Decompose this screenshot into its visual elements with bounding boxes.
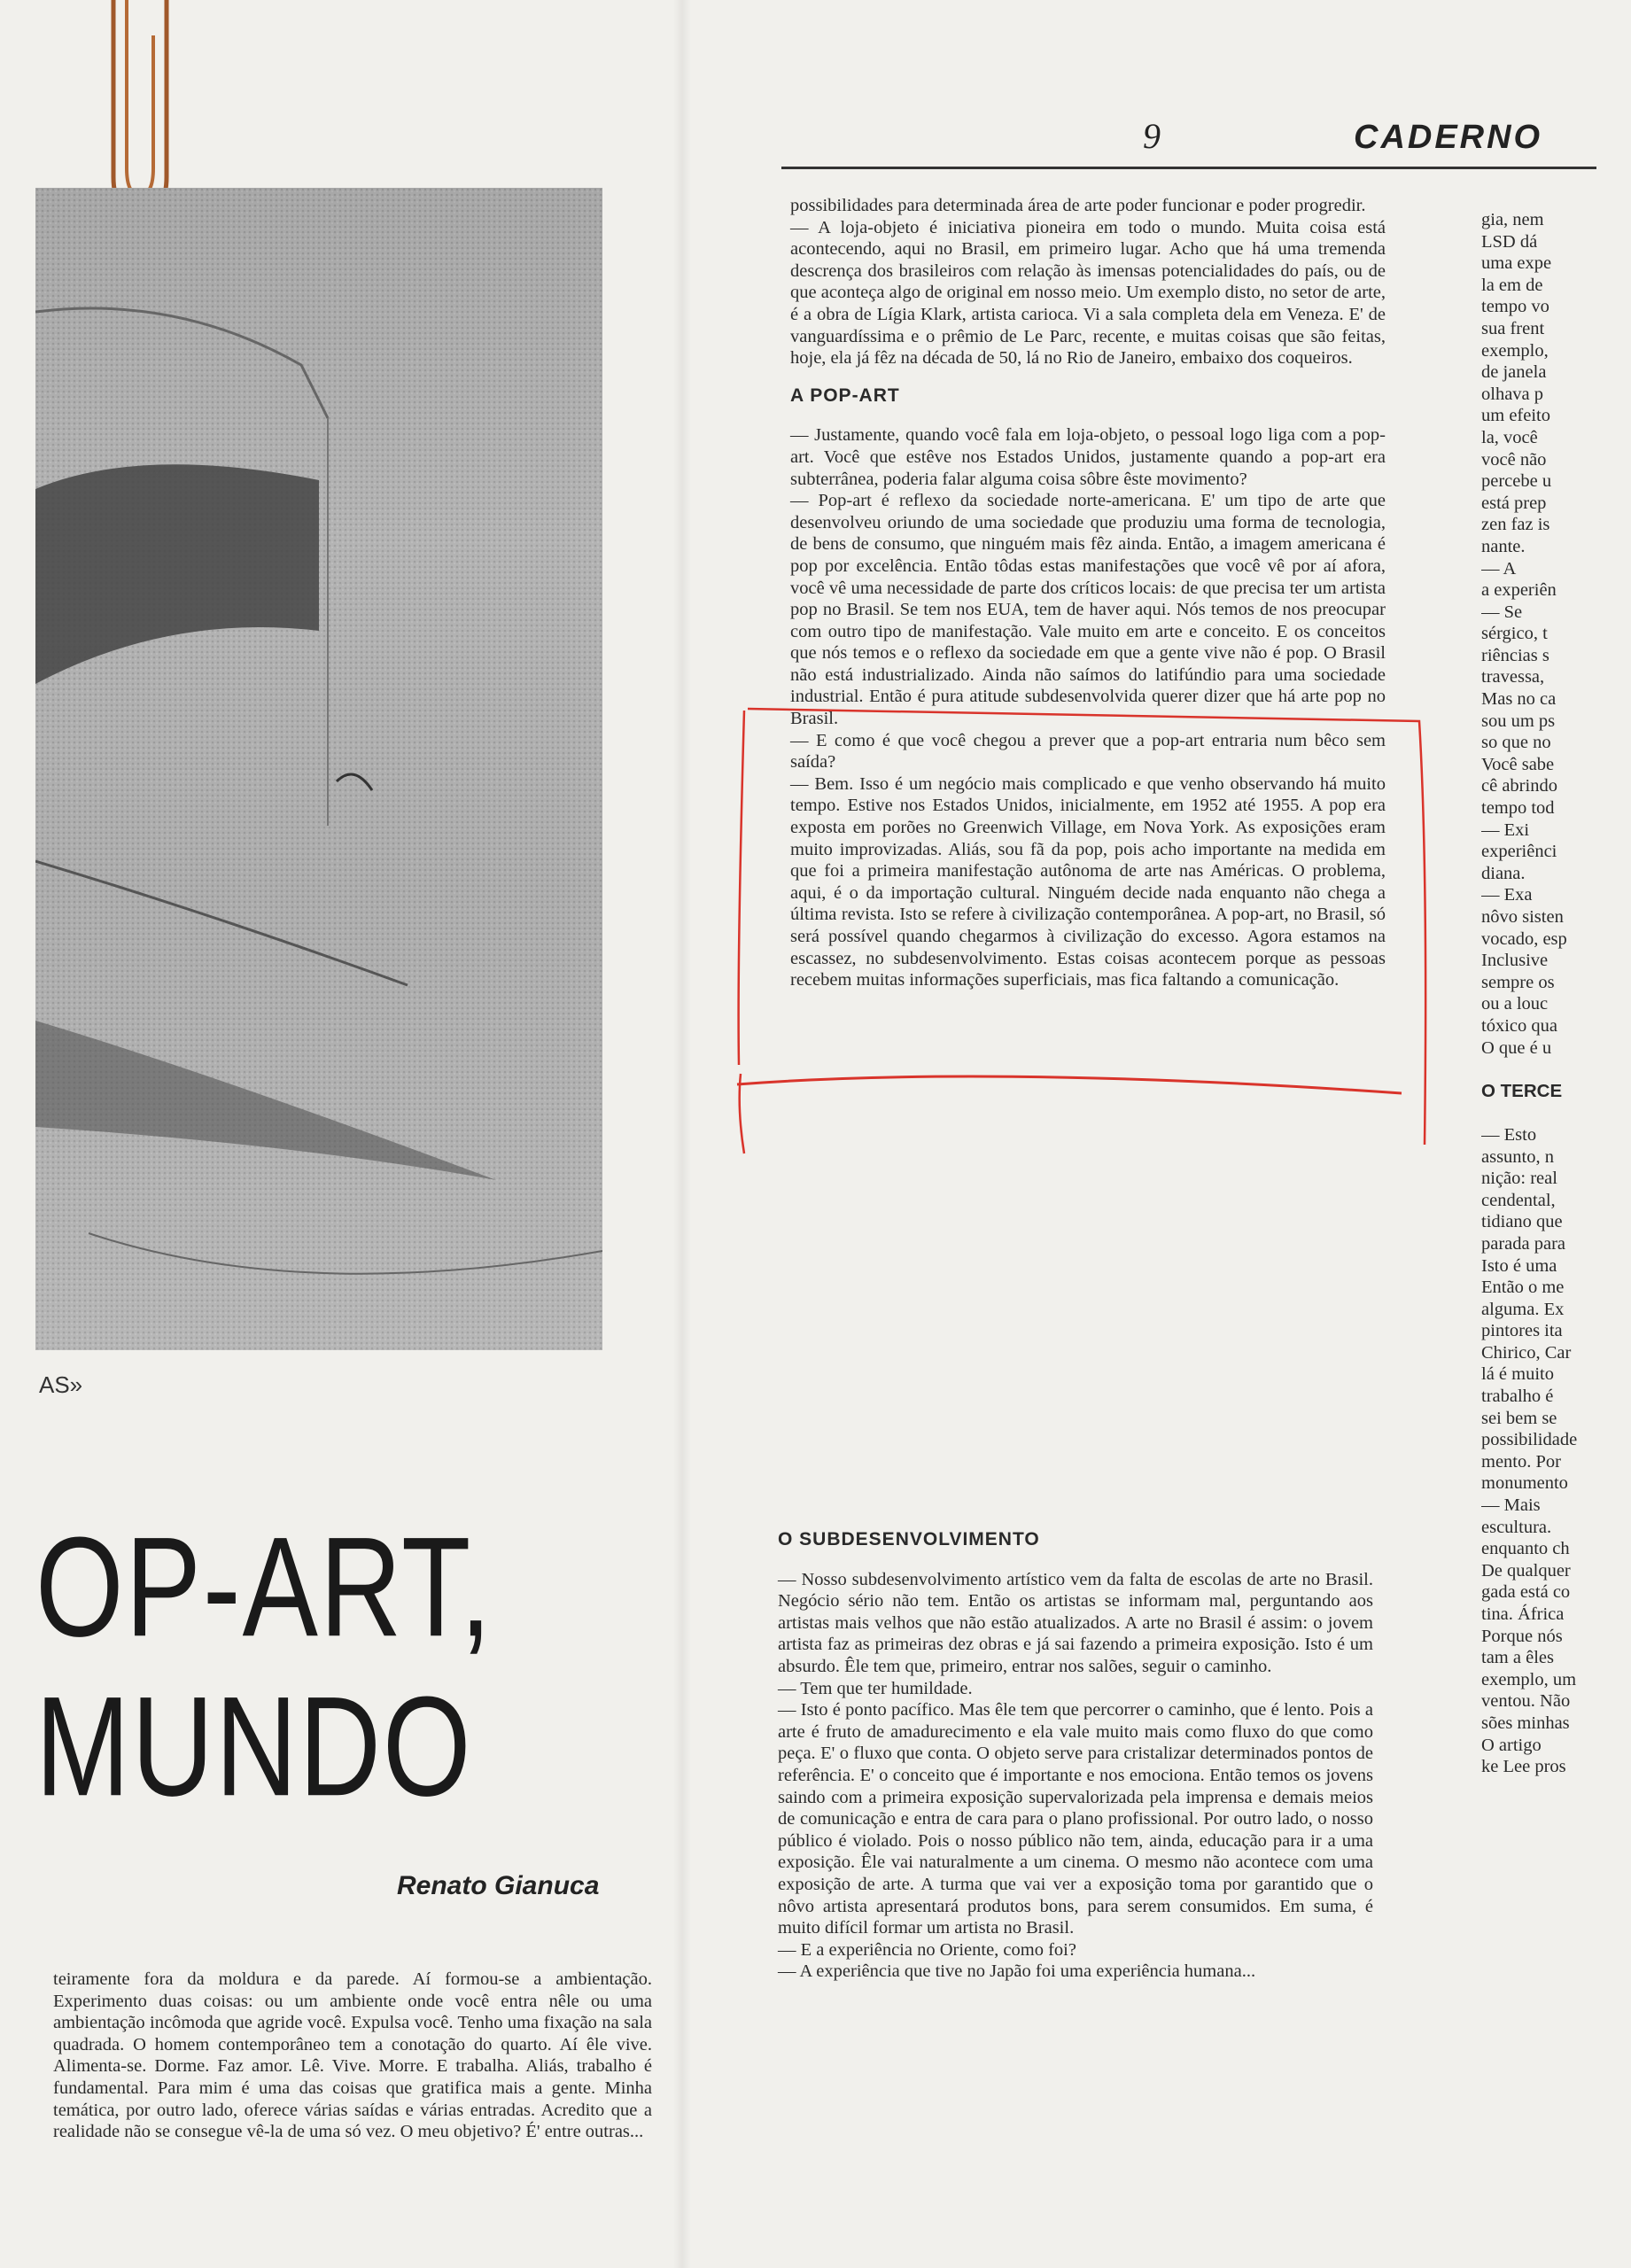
right-column-line: — Exi: [1481, 819, 1530, 840]
right-column-line: tempo tod: [1481, 798, 1555, 819]
right-column-line: percebe u: [1481, 471, 1552, 492]
right-column-line: Mas no ca: [1481, 689, 1557, 710]
right-column-line: sões minhas: [1481, 1713, 1570, 1733]
photo-caption: AS»: [39, 1371, 83, 1398]
section-heading: A POP-ART: [790, 384, 900, 406]
left-column-text: [53, 1969, 652, 2143]
right-column-line: sei bem se: [1481, 1408, 1557, 1428]
right-column-line: diana.: [1481, 863, 1526, 883]
right-column-line: tempo vo: [1481, 297, 1549, 317]
right-column-line: sérgico, t: [1481, 624, 1548, 644]
right-column-line: de janela: [1481, 362, 1547, 383]
right-column-line: trabalho é: [1481, 1386, 1554, 1407]
header-rule: [781, 167, 1596, 169]
paragraph: — Bem. Isso é um negócio mais complicado e que venho observando há muito tempo. Estive nos Estados Unidos, inicialmente, em 1952 até 1955. A pop era exposta em porões no Greenwich Village, em Nova York. As exposições eram muito improvizadas. Aliás, sou fã da pop, pois acho importante na medida em que foi a primeira manifestação autônoma de arte nas Américas. O problema, aqui, é o da importação cultural. Ninguém decide nada enquanto não chega a última revista. Isto se refere à civilização contemporânea. A pop-art, no Brasil, só será possível quando chegarmos à civilização do excesso. Agora estamos na escassez, no subdesenvolvimento. Estas coisas acontecem porque as pessoas recebem muitas informações superficiais, mas fica faltando a comunicação.: [790, 773, 1386, 990]
right-column-line: ventou. Não: [1481, 1691, 1571, 1712]
right-column-line: zen faz is: [1481, 515, 1550, 535]
paragraph: — Tem que ter humildade.: [778, 1678, 973, 1698]
right-column-fragment: [1481, 209, 1631, 1778]
right-column-line: assunto, n: [1481, 1146, 1554, 1167]
page-number: 9: [1143, 116, 1161, 156]
right-column-line: nante.: [1481, 536, 1526, 556]
right-column-line: pintores ita: [1481, 1321, 1563, 1341]
right-column-line: você não: [1481, 449, 1547, 470]
right-column-line: tidiano que: [1481, 1212, 1563, 1232]
right-column-line: a experiên: [1481, 580, 1557, 601]
right-column-line: Isto é uma: [1481, 1255, 1557, 1276]
right-column-line: escultura.: [1481, 1517, 1552, 1537]
right-column-line: sua frent: [1481, 318, 1545, 338]
right-column-line: tina. África: [1481, 1604, 1565, 1624]
artwork-photograph: [35, 188, 602, 1350]
page-fold: [673, 0, 691, 2268]
right-column-line: gia, nem: [1481, 210, 1544, 229]
right-column-line: so que no: [1481, 733, 1551, 753]
right-column-line: alguma. Ex: [1481, 1299, 1565, 1319]
right-column-line: Você sabe: [1481, 754, 1555, 774]
right-column-line: — Se: [1481, 602, 1523, 622]
paragraph: — Isto é ponto pacífico. Mas êle tem que percorrer o caminho, que é lento. Pois a arte é fruto de amadurecimento e ela vale muito mais como fluxo do que como peça. E' o fluxo que conta. O objeto serve para cristalizar determinados pontos de referência. E' o conceito que é importante e nos emociona. Então temos os jovens saindo com a primeira exposição supervalorizada pela imprensa e demais meios de comunicação e entra de cara para o plano profissional. Por outro lado, o nosso público é violado. Pois o nosso público não tem, ainda, educação para ir a uma exposição. Êle vai naturalmente a um cinema. O mesmo não acontece com uma exposição de arte. A turma que vai ver a exposição toma por garantido que o nôvo artista apresentará produtos bons, para serem consumidos. Em suma, é muito difícil formar um artista no Brasil.: [778, 1700, 1373, 1938]
right-column-line: nôvo sisten: [1481, 907, 1564, 927]
right-column-line: sempre os: [1481, 972, 1555, 992]
paragraph: — Justamente, quando você fala em loja-objeto, o pessoal logo liga com a pop-art. Você que estêve nos Estados Unidos, justamente quando a pop-art era subterrânea, poderia falar alguma coisa sôbre êste movimento?: [790, 425, 1386, 489]
right-column-line: riências s: [1481, 645, 1549, 665]
right-column-line: O TERCE: [1481, 1080, 1563, 1101]
paragraph: — E como é que você chegou a prever que a pop-art entraria num bêco sem saída?: [790, 730, 1386, 773]
right-column-line: cê abrindo: [1481, 776, 1557, 796]
right-column-line: ou a louc: [1481, 994, 1549, 1014]
right-column-line: exemplo, um: [1481, 1669, 1577, 1689]
right-column-line: possibilidade: [1481, 1430, 1578, 1450]
right-column-line: [1481, 1102, 1631, 1124]
paragraph: — Nosso subdesenvolvimento artístico vem da falta de escolas de arte no Brasil. Negócio sério não tem. Então os artistas se informam mal, perguntando aos artistas mais velhos que não estão atualizados. A arte no Brasil é assim: o jovem artista faz as primeiras dez obras e já sai fazendo a primeira exposição. Isto é um absurdo. Êle tem que, primeiro, entrar nos salões, seguir o caminho.: [778, 1569, 1373, 1676]
right-column-line: — A: [1481, 558, 1517, 579]
headline-line-1: OP-ART,: [35, 1508, 493, 1667]
red-annotation-box: [728, 693, 1437, 1207]
section-header: CADERNO: [1354, 119, 1543, 156]
right-column-line: Então o me: [1481, 1278, 1565, 1298]
right-column-line: Porque nós: [1481, 1626, 1563, 1646]
right-column-line: — Mais: [1481, 1495, 1541, 1516]
right-column-line: gada está co: [1481, 1582, 1571, 1603]
right-column-line: cendental,: [1481, 1190, 1556, 1210]
right-column-line: está prep: [1481, 493, 1547, 513]
right-column-line: [1481, 1059, 1631, 1081]
paragraph: possibilidades para determinada área de arte poder funcionar e poder progredir.: [790, 196, 1366, 215]
paragraph: — E a experiência no Oriente, como foi?: [778, 1939, 1076, 1960]
right-column-line: la em de: [1481, 275, 1543, 295]
paragraph: — A loja-objeto é iniciativa pioneira em todo o mundo. Muita coisa está acontecendo, aqui no Brasil, em primeiro lugar. Acho que há uma tremenda descrença dos brasileiros com relação às imensas potencialidades do país, ou de que aconteça algo de original em nosso meio. Um exemplo disto, no setor de arte, é a obra de Lígia Klark, artista carioca. Vi a sala completa dela em Veneza. E' de vanguardíssima e o prêmio de Le Parc, recente, e muitas coisas que são feitas, hoje, ela já fêz na década de 50, lá no Rio de Janeiro, embaixo dos coqueiros.: [790, 217, 1386, 369]
paragraph: — Pop-art é reflexo da sociedade norte-americana. E' um tipo de arte que desenvolveu oriundo de uma sociedade que produziu uma forma de tecnologia, de bens de consumo, que ninguém mais fêz ainda. Então, a imagem americana é pop por excelência. Então tôdas estas manifestações que você vê por aí afora, você vê uma necessidade de parte dos críticos locais: de que precisa ter um artista pop no Brasil. Se tem nos EUA, tem de haver aqui. Nós temos de nos preocupar com outro tipo de manifestação. Vale muito em arte e conceito. E os conceitos que nós temos e o reflexo da sociedade em que a gente vive não é pop. O Brasil não está industrializado. Ainda não saímos do latifúndio para uma sociedade industrial. Então é pura atitude subdesenvolvida querer dizer que há arte pop no Brasil.: [790, 491, 1386, 729]
right-column-line: um efeito: [1481, 406, 1550, 426]
right-column-line: mento. Por: [1481, 1451, 1561, 1472]
right-column-line: De qualquer: [1481, 1560, 1571, 1581]
right-column-line: lá é muito: [1481, 1364, 1554, 1385]
right-column-line: O que é u: [1481, 1037, 1552, 1058]
right-column-line: experiênci: [1481, 842, 1557, 862]
right-column-line: — Exa: [1481, 885, 1533, 905]
right-column-line: — Esto: [1481, 1124, 1537, 1145]
right-column-line: vocado, esp: [1481, 928, 1567, 949]
right-column-line: travessa,: [1481, 667, 1545, 687]
right-column-line: sou um ps: [1481, 711, 1556, 731]
right-column-line: uma expe: [1481, 253, 1552, 274]
right-column-line: Chirico, Car: [1481, 1342, 1572, 1363]
right-column-line: parada para: [1481, 1233, 1566, 1254]
right-column-line: Inclusive: [1481, 951, 1549, 971]
right-column-line: ke Lee pros: [1481, 1757, 1566, 1777]
right-column-line: la, você: [1481, 427, 1538, 447]
right-column-line: nição: real: [1481, 1169, 1557, 1189]
byline: Renato Gianuca: [397, 1871, 600, 1900]
right-column-line: exemplo,: [1481, 340, 1549, 361]
right-column-line: enquanto ch: [1481, 1539, 1570, 1559]
right-column-line: tam a êles: [1481, 1648, 1554, 1668]
paragraph: teiramente fora da moldura e da parede. Aí formou-se a ambientação. Experimento duas coisas: ou um ambiente onde você entra nêle ou uma ambientação incômoda que agride você. Expulsa você. Tenho uma fixação na sala quadrada. O homem contemporâneo tem a conotação do quarto. Aí êle vive. Alimenta-se. Dorme. Faz amor. Lê. Vive. Morre. E trabalha. Aliás, trabalho é fundamental. Para mim é uma das coisas que gratifica mais a gente. Minha temática, por outro lado, oferece várias saídas e várias entradas. Acredito que a realidade não se consegue vê-la de uma só vez. O meu objetivo? É' entre outras...: [53, 1969, 652, 2142]
section-heading: O SUBDESENVOLVIMENTO: [778, 1529, 1040, 1550]
right-column-line: olhava p: [1481, 384, 1544, 404]
middle-column-lower: [778, 1513, 1373, 1983]
right-column-line: LSD dá: [1481, 231, 1538, 252]
paragraph: — A experiência que tive no Japão foi uma experiência humana...: [778, 1961, 1256, 1982]
headline-line-2: MUNDO: [35, 1667, 473, 1827]
right-column-line: O artigo: [1481, 1735, 1542, 1755]
right-column-line: tóxico qua: [1481, 1015, 1557, 1036]
right-column-line: monumento: [1481, 1473, 1568, 1494]
